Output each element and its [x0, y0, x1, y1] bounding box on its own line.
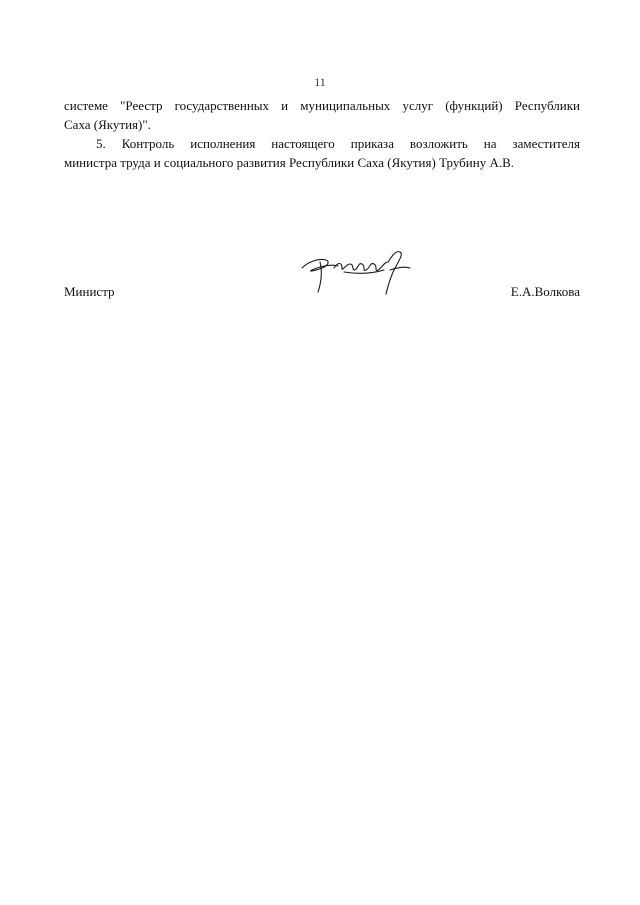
paragraph-item-5	[64, 134, 580, 172]
signatory-name: Е.А.Волкова	[510, 284, 580, 299]
text-line: системе "Реестр государственных и муниципальных услуг (функций) Республики	[64, 98, 580, 113]
document-body	[64, 96, 580, 172]
text-line: 5. Контроль исполнения настоящего приказа возложить на заместителя	[96, 136, 580, 151]
text-line: Саха (Якутия)".	[64, 117, 151, 132]
text-line: министра труда и социального развития Республики Саха (Якутия) Трубину А.В.	[64, 155, 515, 170]
page-number: 11	[314, 75, 326, 89]
signatory-title: Министр	[64, 284, 115, 299]
paragraph-continuation	[64, 96, 580, 134]
signature-block	[64, 282, 580, 302]
